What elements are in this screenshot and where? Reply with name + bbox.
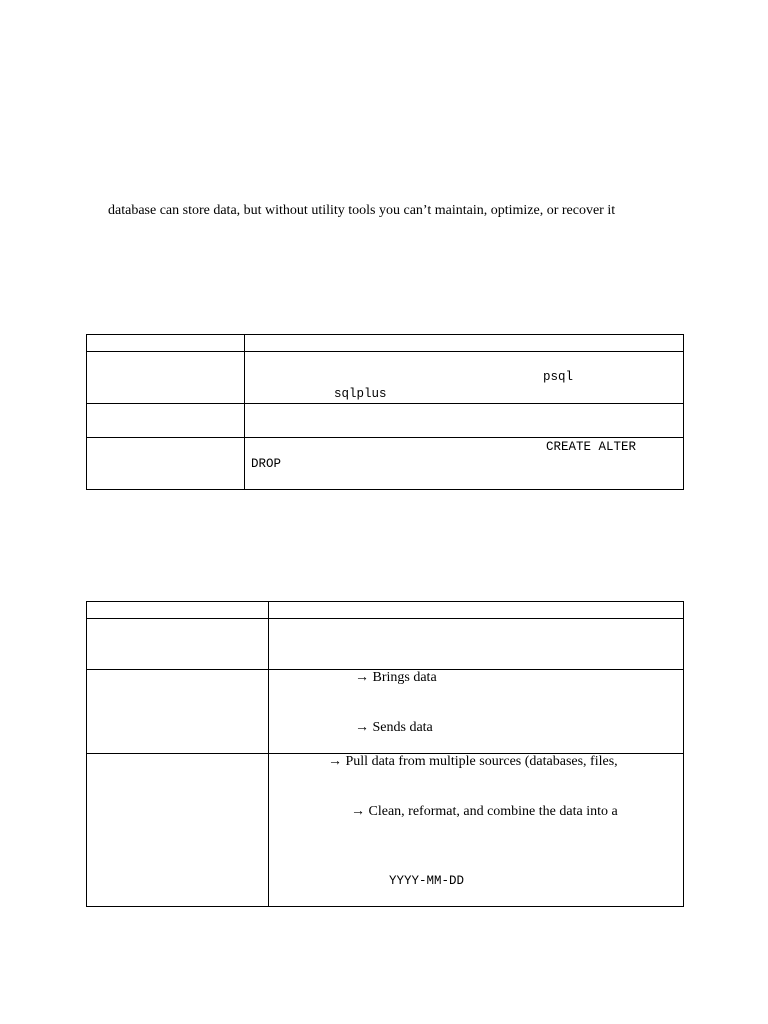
table-cell xyxy=(269,754,684,907)
table-row xyxy=(87,335,684,352)
table-cell xyxy=(87,602,269,619)
code-psql: psql xyxy=(543,370,574,384)
table-cell xyxy=(245,335,684,352)
table-cell xyxy=(87,619,269,670)
table-cell xyxy=(87,670,269,754)
code-create-alter: CREATE ALTER xyxy=(546,440,637,454)
table-cell xyxy=(87,404,245,438)
table-row xyxy=(87,352,684,404)
data-tools-table xyxy=(86,601,684,907)
utility-tools-table xyxy=(86,334,684,490)
table-row xyxy=(87,754,684,907)
table-cell xyxy=(245,404,684,438)
code-drop: DROP xyxy=(251,457,282,471)
clean-data-text: → Clean, reformat, and combine the data into a xyxy=(351,804,618,819)
table-cell xyxy=(87,438,245,490)
table-cell xyxy=(87,754,269,907)
intro-paragraph: database can store data, but without utility tools you can’t maintain, optimize, or recover it xyxy=(108,203,616,218)
table-row xyxy=(87,619,684,670)
table-row xyxy=(87,438,684,490)
code-date-format: YYYY-MM-DD xyxy=(389,874,465,888)
table-cell xyxy=(269,602,684,619)
table-cell xyxy=(87,335,245,352)
table-cell xyxy=(245,438,684,490)
table-cell xyxy=(269,670,684,754)
table-cell xyxy=(87,352,245,404)
brings-data-text: → Brings data xyxy=(355,670,437,685)
table-row xyxy=(87,404,684,438)
table-cell xyxy=(269,619,684,670)
table-row xyxy=(87,602,684,619)
pull-data-text: → Pull data from multiple sources (databases, files, xyxy=(328,754,618,769)
code-sqlplus: sqlplus xyxy=(334,387,387,401)
table-cell xyxy=(245,352,684,404)
sends-data-text: → Sends data xyxy=(355,720,433,735)
table-row xyxy=(87,670,684,754)
